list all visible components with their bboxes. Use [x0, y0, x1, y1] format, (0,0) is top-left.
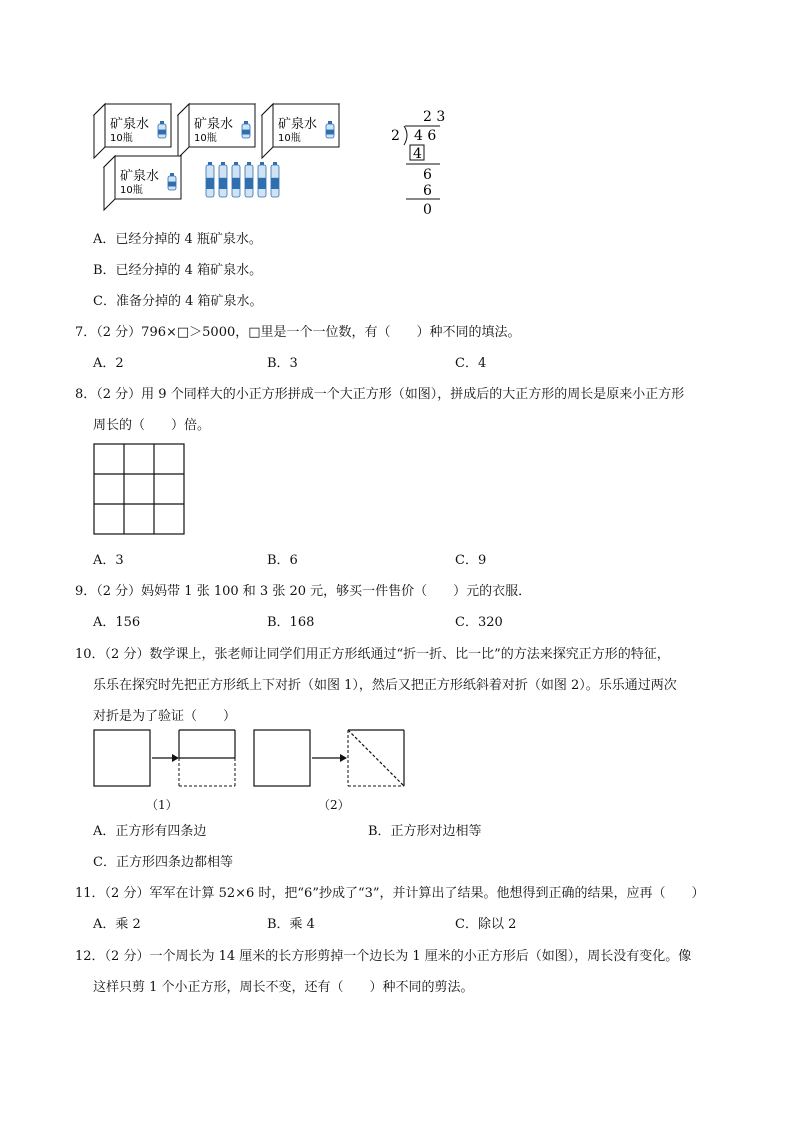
long-division-figure [384, 105, 464, 218]
q10-option-c: C．正方形四条边都相等 [93, 855, 233, 870]
q10-stem-line1: 10．（2 分）数学课上，张老师让同学们用正方形纸通过“折一折、比一比”的方法来探究正方形的特征， [75, 647, 670, 662]
division-boxed-product: 4 [413, 146, 422, 162]
division-step-2a: 6 [423, 167, 432, 183]
q6-option-b: B．已经分掉的 4 箱矿泉水。 [93, 263, 263, 278]
q8-option-a: A．3 [93, 553, 124, 568]
q7-option-b: B．3 [267, 356, 298, 371]
division-step-2b: 6 [423, 183, 432, 199]
water-bottle-icon [206, 162, 214, 197]
box-count: 10瓶 [120, 185, 143, 196]
box-count: 10瓶 [110, 133, 133, 144]
q11-stem: 11．（2 分）军军在计算 52×6 时，把“6”抄成了“3”，并计算出了结果。他想得到正确的结果，应再（ ） [75, 886, 705, 901]
q10-fig2-label: （2） [318, 798, 350, 812]
q9-option-a: A．156 [93, 615, 141, 630]
nine-square-grid-figure [93, 443, 185, 535]
water-bottle-icon [232, 162, 240, 197]
division-remainder: 0 [423, 202, 432, 218]
box-label: 矿泉水 [194, 117, 234, 132]
folding-figure-2 [253, 729, 408, 789]
q10-stem-line3: 对折是为了验证（ ） [93, 709, 237, 724]
q12-stem-line2: 这样只剪 1 个小正方形，周长不变，还有（ ）种不同的剪法。 [93, 980, 474, 995]
q6-option-c: C．准备分掉的 4 箱矿泉水。 [93, 294, 263, 309]
water-bottle-icon [245, 162, 253, 197]
q8-option-b: B．6 [267, 553, 298, 568]
q10-option-b: B．正方形对边相等 [368, 824, 482, 839]
water-box [104, 156, 181, 210]
box-label: 矿泉水 [110, 117, 150, 132]
water-box [262, 104, 339, 158]
q6-option-a: A．已经分掉的 4 瓶矿泉水。 [93, 232, 262, 247]
q10-stem-line2: 乐乐在探究时先把正方形纸上下对折（如图 1），然后又把正方形纸斜着对折（如图 2）。乐乐通过两次 [93, 678, 677, 693]
division-divisor: 2 [391, 128, 400, 144]
q9-option-c: C．320 [455, 615, 503, 630]
q9-stem: 9．（2 分）妈妈带 1 张 100 和 3 张 20 元，够买一件售价（ ）元的衣服． [75, 584, 532, 599]
q10-option-a: A．正方形有四条边 [93, 824, 207, 839]
water-box [178, 104, 255, 158]
q7-option-c: C．4 [455, 356, 487, 371]
water-bottle-icon [258, 162, 266, 197]
water-bottle-icon [271, 162, 279, 197]
box-count: 10瓶 [194, 133, 217, 144]
q7-stem: 7．（2 分）796×□＞5000，□里是一个一位数，有（ ）种不同的填法。 [75, 325, 521, 340]
q12-stem-line1: 12．（2 分）一个周长为 14 厘米的长方形剪掉一个边长为 1 厘米的小正方形后（如图），周长没有变化。像 [75, 949, 692, 964]
box-label: 矿泉水 [120, 169, 160, 184]
folding-figure-1 [93, 729, 238, 789]
q7-option-a: A．2 [93, 356, 124, 371]
q8-stem-line2: 周长的（ ）倍。 [93, 418, 211, 433]
division-quotient: 2 3 [423, 109, 446, 125]
division-dividend: 4 6 [414, 128, 437, 144]
q11-option-c: C．除以 2 [455, 917, 517, 932]
box-count: 10瓶 [278, 133, 301, 144]
q11-option-b: B．乘 4 [267, 917, 315, 932]
q8-option-c: C．9 [455, 553, 487, 568]
box-label: 矿泉水 [278, 117, 318, 132]
water-bottle-icon [219, 162, 227, 197]
q11-option-a: A．乘 2 [93, 917, 141, 932]
q9-option-b: B．168 [267, 615, 315, 630]
q8-stem-line1: 8．（2 分）用 9 个同样大的小正方形拼成一个大正方形（如图），拼成后的大正方形的周长是原来小正方形 [75, 387, 685, 402]
water-box [94, 104, 171, 158]
q10-fig1-label: （1） [146, 798, 178, 812]
